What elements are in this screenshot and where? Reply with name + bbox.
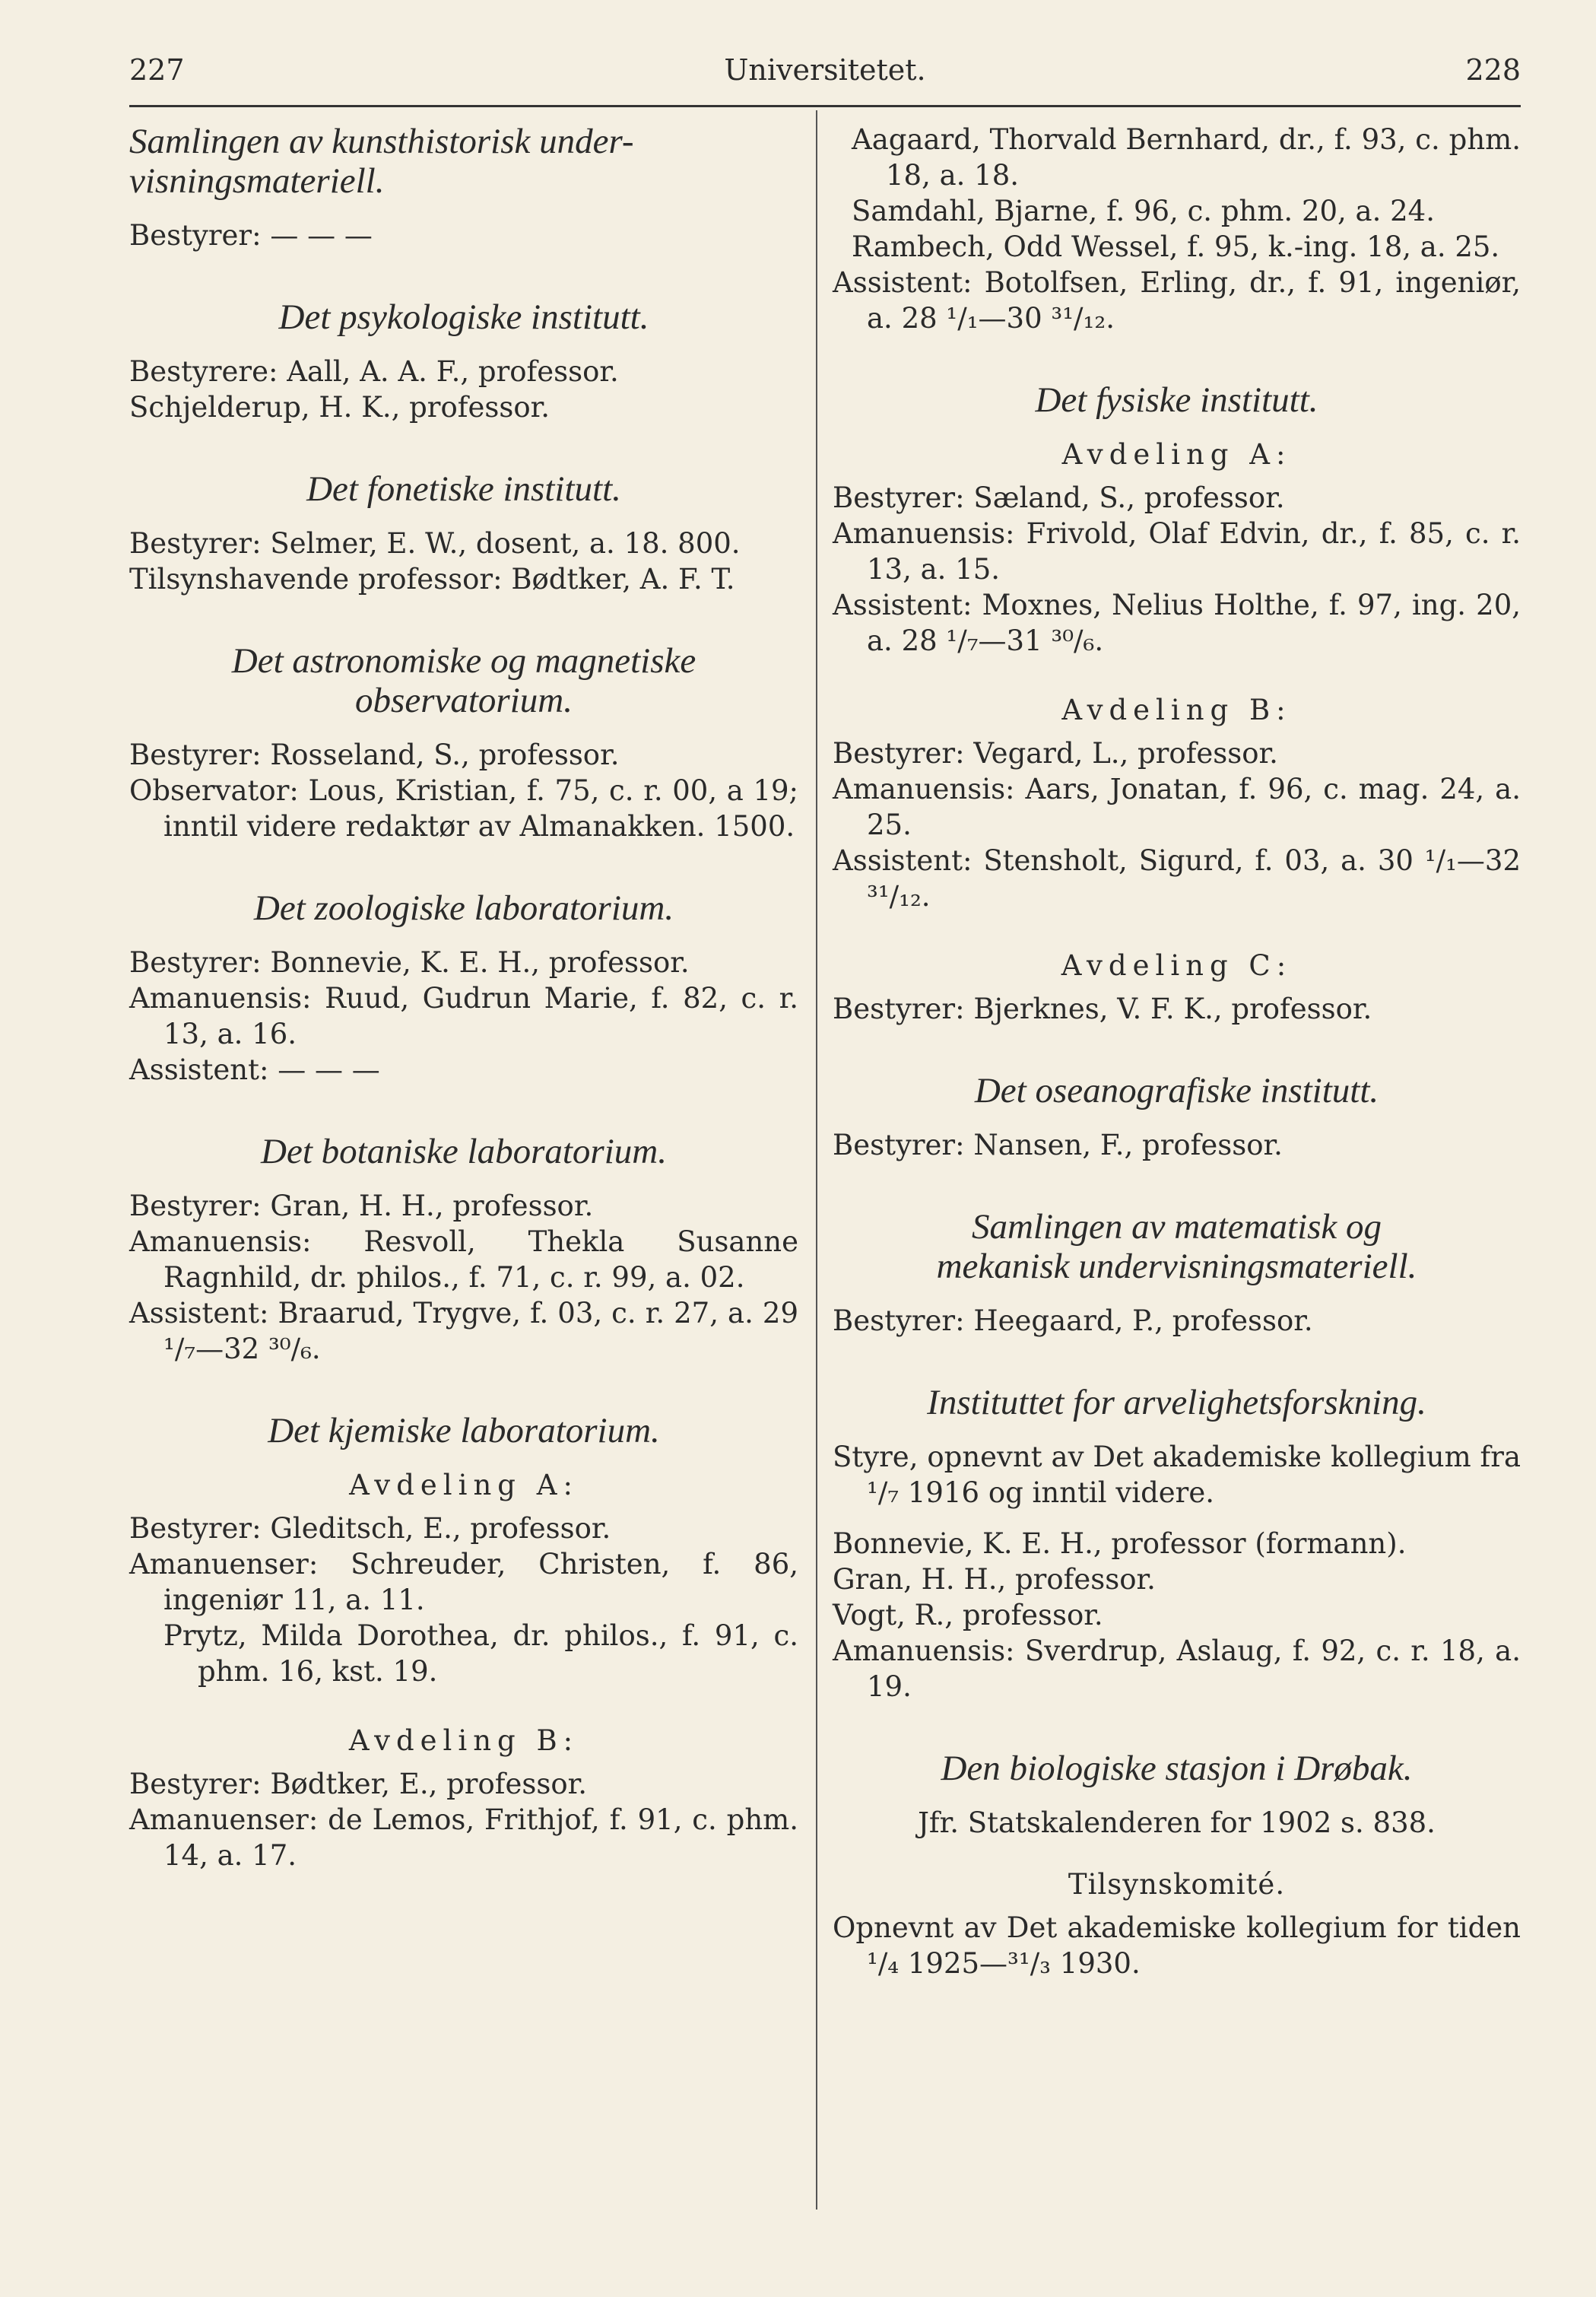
running-title: Universitetet. [724,53,926,87]
section-biologiske-stasjon [833,1749,1521,1981]
section-title-line: Det astronomiske og magnetiske [231,641,696,681]
entry-line: Bestyrer: Rosseland, S., professor. [129,739,620,771]
subheading: Avdeling B: [348,1724,579,1757]
left-column [129,122,798,1917]
entry-line: Prytz, Milda Dorothea, dr. philos., f. 91, c. phm. 16, kst. 19. [163,1619,798,1688]
header-rule [129,105,1521,107]
entry-line: Assistent: Stensholt, Sigurd, f. 03, a. 30 ¹/₁—32 ³¹/₁₂. [833,844,1521,913]
section-oseanografiske [833,1071,1521,1163]
section-title: Det psykologiske institutt. [278,297,649,337]
entry-line: Bestyrer: Gleditsch, E., professor. [129,1512,611,1545]
spacer [833,914,1521,937]
section-fonetiske [129,469,798,597]
entry-line: Styre, opnevnt av Det akademiske kollegium fra ¹/₇ 1916 og inntil videre. [833,1441,1521,1509]
section-title: Instituttet for arvelighetsforskning. [927,1383,1426,1422]
entry-line: Amanuensis: Sverdrup, Aslaug, f. 92, c. r. 18, a. 19. [833,1635,1521,1703]
entry-line: Aagaard, Thorvald Bernhard, dr., f. 93, c. phm. 18, a. 18. [852,123,1521,192]
section-title: Den biologiske stasjon i Drøbak. [941,1749,1413,1788]
section-fysiske [833,380,1521,1027]
spacer [833,1841,1521,1856]
entry-line: Bestyrer: Gran, H. H., professor. [129,1190,594,1222]
entry-line: Assistent: Braarud, Trygve, f. 03, c. r. 27, a. 29 ¹/₇—32 ³⁰/₆. [129,1297,798,1365]
entry-line: Assistent: Botolfsen, Erling, dr., f. 91, ingeniør, a. 28 ¹/₁—30 ³¹/₁₂. [833,266,1521,335]
section-title [833,1207,1521,1286]
subheading: Tilsynskomité. [1068,1868,1286,1901]
section-matematisk [833,1207,1521,1339]
entry-line: Bestyrere: Aall, A. A. F., professor. [129,355,619,388]
section-title: Det fonetiske institutt. [306,469,621,509]
section-arvelighetsforskning [833,1383,1521,1704]
section-title-line: mekanisk undervisningsmateriell. [936,1247,1417,1286]
spacer [129,1689,798,1712]
subheading: Avdeling A: [1061,438,1292,471]
section-kjemiske [129,1411,798,1873]
section-title [129,641,798,720]
spacer [833,659,1521,681]
entry-line: Bestyrer: Selmer, E. W., dosent, a. 18. 800. [129,527,741,560]
section-botaniske [129,1132,798,1367]
section-title: Det oseanografiske institutt. [974,1071,1379,1110]
section-title: Det botaniske laboratorium. [261,1132,667,1171]
section-title-line: observatorium. [355,681,573,720]
section-title-line: Samlingen av matematisk og [971,1207,1382,1247]
entry-line: Opnevnt av Det akademiske kollegium for tiden ¹/₄ 1925—³¹/₃ 1930. [833,1911,1521,1980]
section-kunsthistorisk [129,122,798,253]
entry-line: Bonnevie, K. E. H., professor (formann). [833,1527,1407,1560]
entry-line: Jfr. Statskalenderen for 1902 s. 838. [918,1806,1436,1839]
entry-line: Vogt, R., professor. [833,1599,1103,1631]
section-title-line: visningsmateriell. [129,161,385,201]
section-title: Det zoologiske laboratorium. [253,888,674,928]
page-number-right: 228 [1465,53,1521,87]
spacer [833,1511,1521,1526]
entry-line: Amanuensis: Resvoll, Thekla Susanne Ragnhild, dr. philos., f. 71, c. r. 99, a. 02. [129,1225,798,1294]
entry-line: Samdahl, Bjarne, f. 96, c. phm. 20, a. 24. [852,195,1435,227]
entry-line: Amanuenser: Schreuder, Christen, f. 86, ingeniør 11, a. 11. [129,1548,798,1616]
section-astronomiske [129,641,798,844]
entry-line: Rambech, Odd Wessel, f. 95, k.-ing. 18, a. 25. [852,230,1500,263]
entry-line: Amanuenser: de Lemos, Frithjof, f. 91, c. phm. 14, a. 17. [129,1803,798,1872]
entry-line: Tilsynshavende professor: Bødtker, A. F. T. [129,563,735,596]
entry-line: Bestyrer: Heegaard, P., professor. [833,1304,1313,1337]
entry-line: Bestyrer: Bjerknes, V. F. K., professor. [833,993,1372,1025]
subheading: Avdeling C: [1061,949,1293,982]
entry-line: Amanuensis: Ruud, Gudrun Marie, f. 82, c. r. 13, a. 16. [129,982,798,1050]
section-title [129,122,798,201]
entry-line: Gran, H. H., professor. [833,1563,1156,1596]
page-number-left: 227 [129,53,185,87]
page-header [129,53,1521,99]
subheading: Avdeling A: [349,1469,579,1501]
section-zoologiske [129,888,798,1088]
right-column [833,122,1521,2025]
entry-line: Bestyrer: — — — [129,219,373,252]
entry-line: Assistent: Moxnes, Nelius Holthe, f. 97, ing. 20, a. 28 ¹/₇—31 ³⁰/₆. [833,589,1521,657]
section-title: Det kjemiske laboratorium. [268,1411,660,1450]
subheading: Avdeling B: [1061,694,1292,726]
entry-line: Schjelderup, H. K., professor. [129,391,550,424]
entry-line: Bestyrer: Bødtker, E., professor. [129,1768,587,1800]
entry-line: Assistent: — — — [129,1053,380,1086]
entry-line: Bestyrer: Sæland, S., professor. [833,481,1285,514]
entry-line: Bestyrer: Vegard, L., professor. [833,737,1278,770]
section-psykologiske [129,297,798,425]
section-title: Det fysiske institutt. [1035,380,1318,420]
section-title-line: Samlingen av kunsthistorisk under- [129,122,634,161]
section-kjemiske-continued [833,122,1521,336]
entry-line: Bestyrer: Nansen, F., professor. [833,1129,1283,1161]
entry-line: Amanuensis: Frivold, Olaf Edvin, dr., f. 85, c. r. 13, a. 15. [833,517,1521,586]
entry-line: Bestyrer: Bonnevie, K. E. H., professor. [129,946,690,979]
entry-line: Amanuensis: Aars, Jonatan, f. 96, c. mag. 24, a. 25. [833,773,1521,841]
column-divider [816,110,817,2210]
entry-line: Observator: Lous, Kristian, f. 75, c. r. 00, a 19; inntil videre redaktør av Almanakken. 1500. [129,774,798,843]
